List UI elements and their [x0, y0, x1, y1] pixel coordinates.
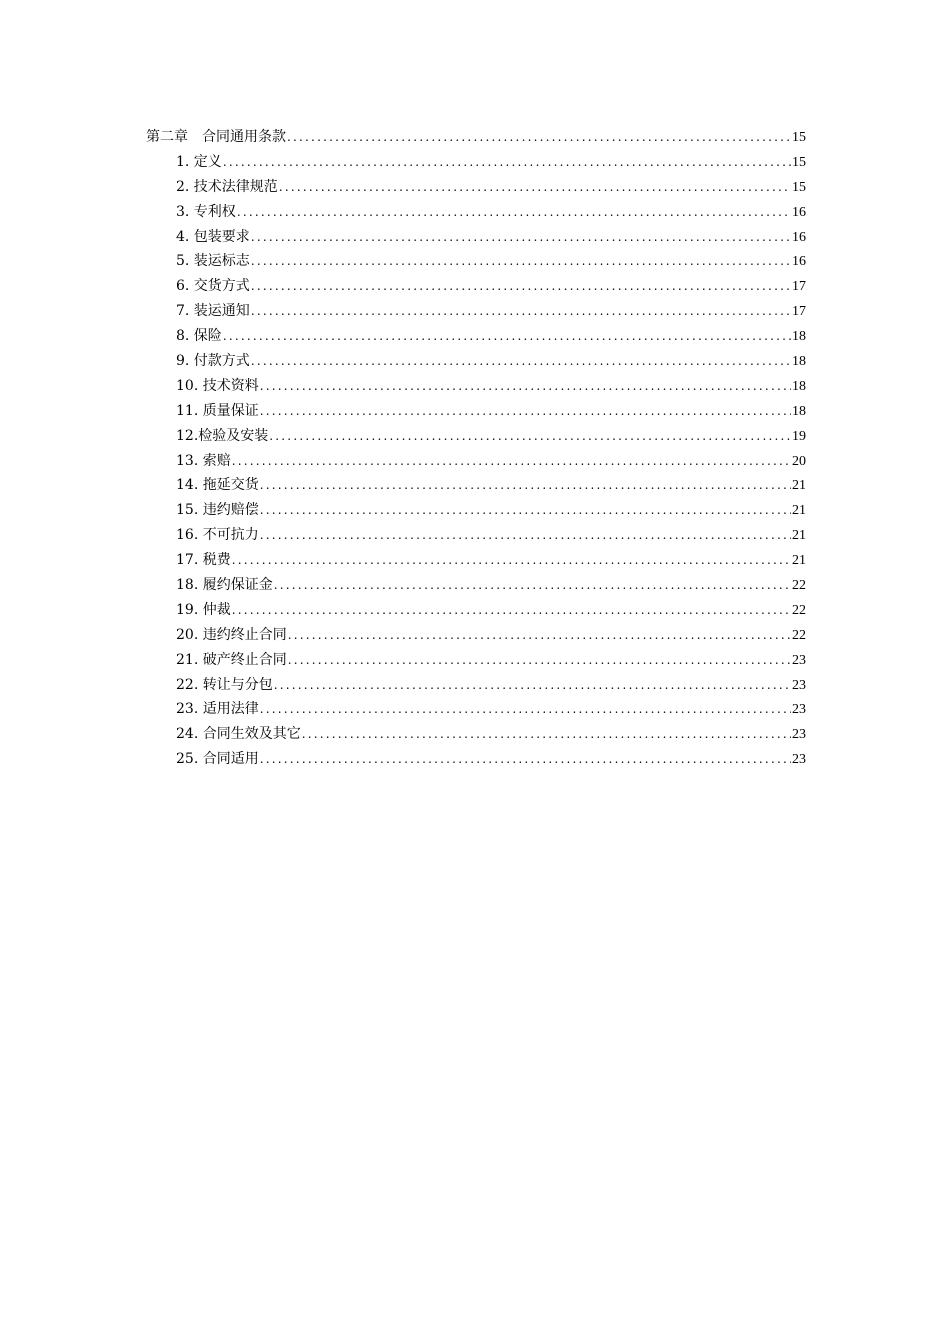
toc-entry-label: 11. 质量保证 — [176, 402, 259, 419]
toc-entry[interactable] — [146, 200, 806, 225]
toc-entry-label: 13. 索赔 — [176, 452, 231, 469]
toc-dot-leader — [274, 573, 791, 598]
toc-page-number: 23 — [792, 652, 806, 668]
toc-entry-label: 25. 合同适用 — [176, 751, 259, 768]
toc-dot-leader — [223, 150, 791, 175]
toc-page-number: 21 — [792, 528, 806, 544]
toc-page-number: 19 — [792, 428, 806, 444]
toc-entry-label: 4. 包装要求 — [176, 228, 250, 245]
toc-entry-label: 10. 技术资料 — [176, 377, 259, 394]
toc-entry[interactable] — [146, 573, 806, 598]
toc-entry[interactable] — [146, 747, 806, 772]
toc-entry-label: 3. 专利权 — [176, 203, 236, 220]
toc-entry[interactable] — [146, 349, 806, 374]
toc-dot-leader — [232, 449, 791, 474]
toc-dot-leader — [232, 548, 791, 573]
toc-page-number: 18 — [792, 403, 806, 419]
toc-dot-leader — [237, 200, 791, 225]
toc-entry[interactable] — [146, 648, 806, 673]
toc-entry[interactable] — [146, 598, 806, 623]
toc-dot-leader — [260, 697, 791, 722]
toc-entry[interactable] — [146, 374, 806, 399]
toc-entry[interactable] — [146, 673, 806, 698]
table-of-contents — [146, 125, 806, 772]
toc-entry-label: 17. 税费 — [176, 552, 231, 569]
toc-entry[interactable] — [146, 225, 806, 250]
toc-dot-leader — [302, 722, 791, 747]
toc-entry-label: 21. 破产终止合同 — [176, 651, 287, 668]
toc-page-number: 22 — [792, 602, 806, 618]
toc-entry-label: 6. 交货方式 — [176, 278, 250, 295]
toc-page-number: 23 — [792, 727, 806, 743]
toc-entry[interactable] — [146, 623, 806, 648]
toc-page-number: 16 — [792, 204, 806, 220]
toc-entry-label: 9. 付款方式 — [176, 353, 250, 370]
toc-entry-label: 7. 装运通知 — [176, 303, 250, 320]
toc-page-number: 18 — [792, 354, 806, 370]
toc-entry-label: 19. 仲裁 — [176, 601, 231, 618]
toc-dot-leader — [260, 399, 791, 424]
toc-page-number: 20 — [792, 453, 806, 469]
toc-entry[interactable] — [146, 523, 806, 548]
toc-page-number: 18 — [792, 329, 806, 345]
toc-page-number: 15 — [792, 154, 806, 170]
toc-item-list — [146, 150, 806, 772]
toc-entry[interactable] — [146, 274, 806, 299]
toc-page-number: 16 — [792, 229, 806, 245]
toc-dot-leader — [232, 598, 791, 623]
toc-dot-leader — [288, 648, 791, 673]
toc-entry-label: 18. 履约保证金 — [176, 577, 273, 594]
toc-entry-label: 1. 定义 — [176, 153, 222, 170]
toc-page-number: 22 — [792, 578, 806, 594]
toc-dot-leader — [251, 299, 791, 324]
toc-entry[interactable] — [146, 498, 806, 523]
toc-entry-label: 2. 技术法律规范 — [176, 178, 278, 195]
toc-dot-leader — [223, 324, 791, 349]
toc-entry-label: 15. 违约赔偿 — [176, 502, 259, 519]
toc-dot-leader — [260, 473, 791, 498]
toc-dot-leader — [269, 424, 791, 449]
toc-dot-leader — [274, 673, 791, 698]
toc-entry-label: 24. 合同生效及其它 — [176, 726, 301, 743]
toc-entry-label: 8. 保险 — [176, 328, 222, 345]
toc-entry[interactable] — [146, 449, 806, 474]
toc-dot-leader — [251, 349, 791, 374]
toc-entry[interactable] — [146, 722, 806, 747]
toc-page-number: 15 — [792, 179, 806, 195]
toc-page-number: 21 — [792, 553, 806, 569]
toc-entry[interactable] — [146, 324, 806, 349]
toc-page-number: 18 — [792, 378, 806, 394]
toc-page-number: 21 — [792, 478, 806, 494]
toc-dot-leader — [279, 175, 791, 200]
toc-entry-label: 5. 装运标志 — [176, 253, 250, 270]
toc-page-number: 16 — [792, 254, 806, 270]
toc-entry[interactable] — [146, 697, 806, 722]
toc-entry[interactable] — [146, 249, 806, 274]
toc-entry[interactable] — [146, 548, 806, 573]
toc-chapter-row[interactable] — [146, 125, 806, 150]
toc-entry[interactable] — [146, 150, 806, 175]
toc-dot-leader — [260, 374, 791, 399]
toc-page-number: 15 — [792, 130, 806, 145]
toc-page-number: 23 — [792, 677, 806, 693]
toc-entry[interactable] — [146, 399, 806, 424]
toc-page-number: 22 — [792, 627, 806, 643]
toc-page-number: 17 — [792, 279, 806, 295]
toc-dot-leader — [251, 249, 791, 274]
toc-page-number: 17 — [792, 304, 806, 320]
toc-page-number: 21 — [792, 503, 806, 519]
toc-page-number: 23 — [792, 702, 806, 718]
toc-entry-label: 20. 违约终止合同 — [176, 626, 287, 643]
toc-dot-leader — [260, 747, 791, 772]
toc-entry[interactable] — [146, 424, 806, 449]
toc-page-number: 23 — [792, 752, 806, 768]
toc-dot-leader — [260, 523, 791, 548]
toc-entry-label: 22. 转让与分包 — [176, 676, 273, 693]
toc-entry-label: 16. 不可抗力 — [176, 527, 259, 544]
toc-entry[interactable] — [146, 473, 806, 498]
toc-chapter-label: 第二章 合同通用条款 — [146, 129, 286, 145]
toc-entry[interactable] — [146, 299, 806, 324]
toc-entry-label: 12.检验及安装 — [176, 427, 269, 444]
toc-dot-leader — [287, 125, 791, 150]
toc-entry-label: 23. 适用法律 — [176, 701, 259, 718]
toc-dot-leader — [251, 225, 791, 250]
toc-entry[interactable] — [146, 175, 806, 200]
toc-entry-label: 14. 拖延交货 — [176, 477, 259, 494]
toc-dot-leader — [251, 274, 791, 299]
toc-dot-leader — [288, 623, 791, 648]
toc-dot-leader — [260, 498, 791, 523]
